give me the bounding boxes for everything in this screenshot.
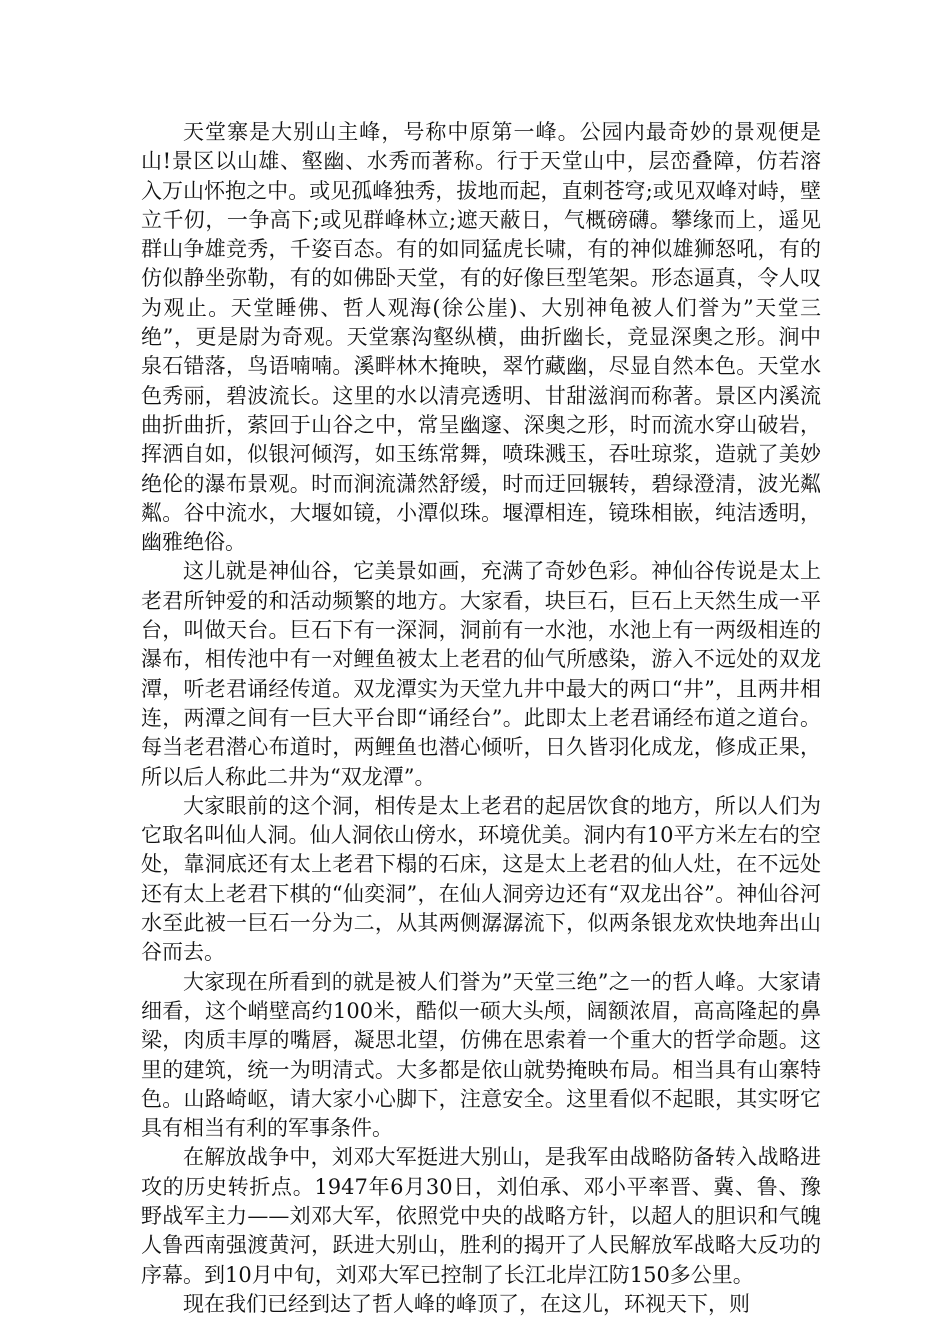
paragraph-shenxian-valley: 这儿就是神仙谷，它美景如画，充满了奇妙色彩。神仙谷传说是太上老君所钟爱的和活动频繁的地方。大家看，块巨石，巨石上天然生成一平台，叫做天台。巨石下有一深洞，洞前有一水池，水池上有一两级相连的瀑布，相传池中有一对鲤鱼被太上老君的仙气所感染，游入不远处的双龙潭，听老君诵经传道。双龙潭实为天堂九井中最大的两口“井”，且两井相连，两潭之间有一巨大平台即“诵经台”。此即太上老君诵经布道之道台。每当老君潜心布道时，两鲤鱼也潜心倾听，日久皆羽化成龙，修成正果，所以后人称此二井为“双龙潭”。 [141, 559, 821, 789]
paragraph-immortal-cave: 大家眼前的这个洞，相传是太上老君的起居饮食的地方，所以人们为它取名叫仙人洞。仙人洞依山傍水，环境优美。洞内有10平方米左右的空处，靠洞底还有太上老君下榻的石床，这是太上老君的仙人灶，在不远处还有太上老君下棋的“仙奕洞”，在仙人洞旁边还有“双龙出谷”。神仙谷河水至此被一巨石一分为二，从其两侧潺潺流下，似两条银龙欢快地奔出山谷而去。 [141, 793, 821, 965]
body-text [141, 118, 821, 1319]
paragraph-peak-summit: 现在我们已经到达了哲人峰的峰顶了，在这儿，环视天下，则 [183, 1291, 750, 1316]
paragraph-tiantangzhai-overview: 天堂寨是大别山主峰，号称中原第一峰。公园内最奇妙的景观便是山!景区以山雄、壑幽、水秀而著称。行于天堂山中，层峦叠障，仿若溶入万山怀抱之中。或见孤峰独秀，拔地而起，直刺苍穹;或见双峰对峙，壁立千仞，一争高下;或见群峰林立;遮天蔽日，气概磅礴。攀缘而上，遥见群山争雄竞秀，千姿百态。有的如同猛虎长啸，有的神似雄狮怒吼，有的仿似静坐弥勒，有的如佛卧天堂，有的好像巨型笔架。形态逼真，令人叹为观止。天堂睡佛、哲人观海(徐公崖)、大别神龟被人们誉为”天堂三绝”，更是尉为奇观。天堂寨沟壑纵横，曲折幽长，竞显深奥之形。涧中泉石错落，鸟语喃喃。溪畔林木掩映，翠竹藏幽，尽显自然本色。天堂水色秀丽，碧波流长。这里的水以清亮透明、甘甜滋润而称著。景区内溪流曲折曲折，萦回于山谷之中，常呈幽邃、深奥之形，时而流水穿山破岩，挥洒自如，似银河倾泻，如玉练常舞，喷珠溅玉，吞吐琼浆，造就了美妙绝伦的瀑布景观。时而涧流潇然舒缓，时而迂回辗转，碧绿澄清，波光粼粼。谷中流水，大堰如镜，小潭似珠。堰潭相连，镜珠相嵌，纯洁透明，幽雅绝俗。 [141, 120, 821, 555]
paragraph-liu-deng-army: 在解放战争中，刘邓大军挺进大别山，是我军由战略防备转入战略进攻的历史转折点。1947年6月30日，刘伯承、邓小平率晋、冀、鲁、豫野战军主力——刘邓大军，依照党中央的战略方针，以超人的胆识和气魄人鲁西南强渡黄河，跃进大别山，胜利的揭开了人民解放军战略大反功的序幕。到10月中旬，刘邓大军已控制了长江北岸江防150多公里。 [141, 1145, 821, 1287]
paragraph-philosopher-peak: 大家现在所看到的就是被人们誉为”天堂三绝”之一的哲人峰。大家请细看，这个峭壁高约100米，酷似一硕大头颅，阔额浓眉，高高隆起的鼻梁，肉质丰厚的嘴唇，凝思北望，仿佛在思索着一个重大的哲学命题。这里的建筑，统一为明清式。大多都是依山就势掩映布局。相当具有山寨特色。山路崎岖，请大家小心脚下，注意安全。这里看似不起眼，其实呀它具有相当有利的军事条件。 [141, 969, 821, 1141]
